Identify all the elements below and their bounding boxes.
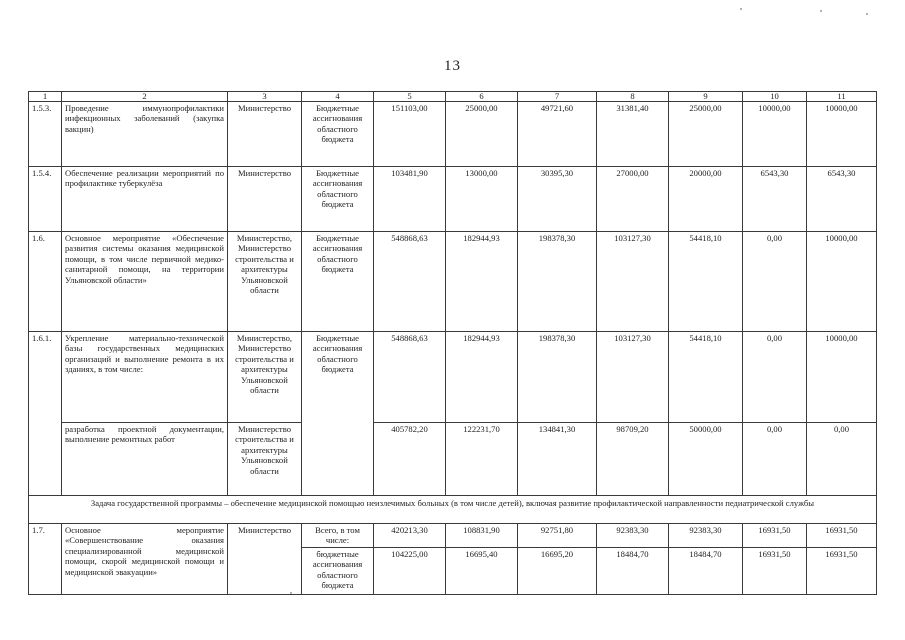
- value-cell: 122231,70: [446, 423, 518, 496]
- value-cell: 16695,40: [446, 547, 518, 594]
- header-cell: 11: [807, 92, 877, 102]
- scan-speck: [290, 592, 292, 594]
- value-cell: 25000,00: [446, 102, 518, 167]
- value-cell: 198378,30: [518, 232, 597, 332]
- row-number: 1.7.: [29, 524, 62, 595]
- funding-source: Бюджетные ассигнования областного бюджета: [302, 102, 374, 167]
- funding-source: Бюджетные ассигнования областного бюджета: [302, 232, 374, 332]
- value-cell: 182944,93: [446, 232, 518, 332]
- value-cell: 0,00: [743, 332, 807, 423]
- value-cell: 20000,00: [669, 167, 743, 232]
- value-cell: 25000,00: [669, 102, 743, 167]
- header-cell: 3: [228, 92, 302, 102]
- funding-source: Бюджетные ассигнования областного бюджета: [302, 167, 374, 232]
- funding-source: Бюджетные ассигнования областного бюджета: [302, 332, 374, 496]
- activity-name: Проведение иммунопрофилактики инфекционных заболеваний (закупка вакцин): [62, 102, 228, 167]
- value-cell: 151103,00: [374, 102, 446, 167]
- executor: Министерство: [228, 102, 302, 167]
- value-cell: 18484,70: [669, 547, 743, 594]
- table-row: [29, 423, 877, 496]
- value-cell: 103127,30: [597, 332, 669, 423]
- scan-speck: [866, 13, 868, 15]
- value-cell: 27000,00: [597, 167, 669, 232]
- scan-speck: [740, 8, 742, 10]
- task-row: [29, 496, 877, 524]
- value-cell: 6543,30: [807, 167, 877, 232]
- value-cell: 134841,30: [518, 423, 597, 496]
- value-cell: 6543,30: [743, 167, 807, 232]
- activity-name: разработка проектной документации, выполнение ремонтных работ: [62, 423, 228, 496]
- table-row: [29, 102, 877, 167]
- activity-name: Обеспечение реализации мероприятий по профилактике туберкулёза: [62, 167, 228, 232]
- value-cell: 50000,00: [669, 423, 743, 496]
- table-row: [29, 232, 877, 332]
- scan-speck: [820, 10, 822, 12]
- executor: Министерство: [228, 167, 302, 232]
- value-cell: 16931,50: [807, 547, 877, 594]
- value-cell: 18484,70: [597, 547, 669, 594]
- program-table: [28, 91, 877, 595]
- header-cell: 1: [29, 92, 62, 102]
- value-cell: 98709,20: [597, 423, 669, 496]
- value-cell: 13000,00: [446, 167, 518, 232]
- program-task: Задача государственной программы – обеспечение медицинской помощью неизлечимых больных (в том числе детей), включая развитие профилактической направленности педиатрической службы: [29, 496, 877, 524]
- row-number: 1.6.1.: [29, 332, 62, 496]
- value-cell: 54418,10: [669, 332, 743, 423]
- header-cell: 10: [743, 92, 807, 102]
- activity-name: Укрепление материально-технической базы государственных медицинских организаций и выполнение ремонта в их зданиях, в том числе:: [62, 332, 228, 423]
- header-row: [29, 92, 877, 102]
- value-cell: 92751,80: [518, 524, 597, 548]
- row-number: 1.5.3.: [29, 102, 62, 167]
- value-cell: 16931,50: [743, 524, 807, 548]
- funding-source-total: Всего, в том числе:: [302, 524, 374, 548]
- header-cell: 2: [62, 92, 228, 102]
- executor: Министерство, Министерство строительства и архитектуры Ульяновской области: [228, 332, 302, 423]
- row-number: 1.6.: [29, 232, 62, 332]
- value-cell: 16695,20: [518, 547, 597, 594]
- value-cell: 548868,63: [374, 332, 446, 423]
- value-cell: 198378,30: [518, 332, 597, 423]
- value-cell: 10000,00: [743, 102, 807, 167]
- executor: Министерство строительства и архитектуры Ульяновской области: [228, 423, 302, 496]
- value-cell: 108831,90: [446, 524, 518, 548]
- value-cell: 92383,30: [669, 524, 743, 548]
- funding-source: бюджетные ассигнования областного бюджета: [302, 547, 374, 594]
- value-cell: 10000,00: [807, 232, 877, 332]
- value-cell: 16931,50: [807, 524, 877, 548]
- header-cell: 4: [302, 92, 374, 102]
- activity-name: Основное мероприятие «Обеспечение развития системы оказания медицинской помощи, в том числе первичной медико-санитарной помощи, на территории Ульяновской области»: [62, 232, 228, 332]
- value-cell: 10000,00: [807, 332, 877, 423]
- table-row: [29, 524, 877, 548]
- header-cell: 7: [518, 92, 597, 102]
- executor: Министерство, Министерство строительства и архитектуры Ульяновской области: [228, 232, 302, 332]
- value-cell: 548868,63: [374, 232, 446, 332]
- value-cell: 92383,30: [597, 524, 669, 548]
- value-cell: 103127,30: [597, 232, 669, 332]
- value-cell: 16931,50: [743, 547, 807, 594]
- value-cell: 420213,30: [374, 524, 446, 548]
- table-row: [29, 332, 877, 423]
- value-cell: 49721,60: [518, 102, 597, 167]
- value-cell: 104225,00: [374, 547, 446, 594]
- value-cell: 0,00: [743, 423, 807, 496]
- value-cell: 405782,20: [374, 423, 446, 496]
- value-cell: 103481,90: [374, 167, 446, 232]
- row-number: 1.5.4.: [29, 167, 62, 232]
- page-number: 13: [444, 58, 461, 74]
- header-cell: 5: [374, 92, 446, 102]
- header-cell: 8: [597, 92, 669, 102]
- header-cell: 9: [669, 92, 743, 102]
- activity-name: Основное мероприятие «Совершенствование оказания специализированной медицинской помощи, скорой медицинской помощи и медицинской эвакуации»: [62, 524, 228, 595]
- value-cell: 182944,93: [446, 332, 518, 423]
- value-cell: 54418,10: [669, 232, 743, 332]
- value-cell: 31381,40: [597, 102, 669, 167]
- value-cell: 10000,00: [807, 102, 877, 167]
- header-cell: 6: [446, 92, 518, 102]
- value-cell: 0,00: [743, 232, 807, 332]
- table-row: [29, 167, 877, 232]
- value-cell: 0,00: [807, 423, 877, 496]
- executor: Министерство: [228, 524, 302, 595]
- value-cell: 30395,30: [518, 167, 597, 232]
